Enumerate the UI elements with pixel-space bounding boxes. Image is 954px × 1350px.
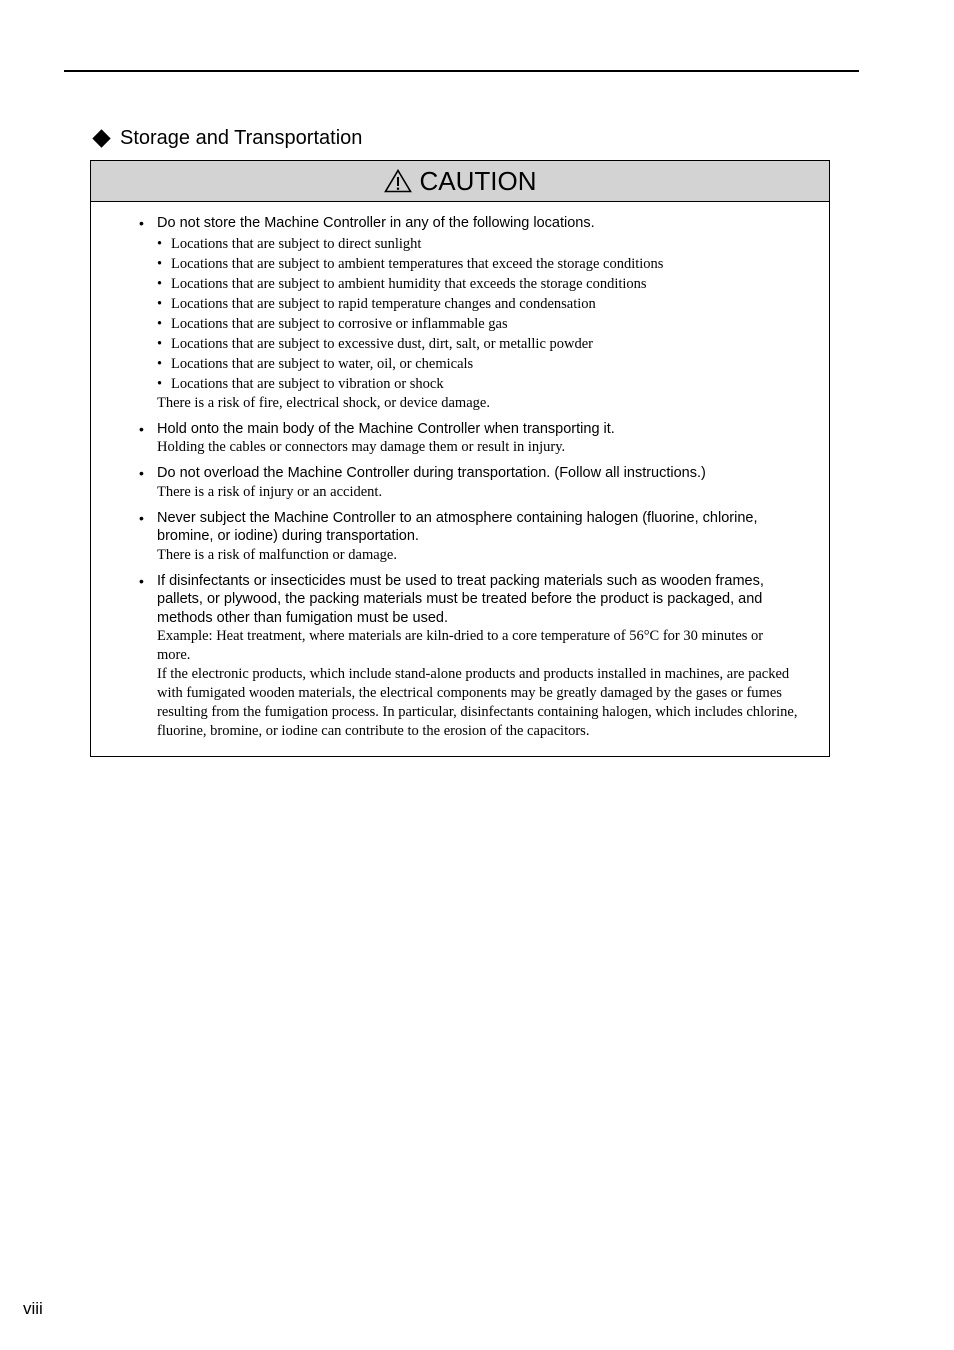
section-title: Storage and Transportation [120,127,363,149]
caution-list [91,202,829,741]
caution-item-title: Do not store the Machine Controller in any of the following locations. [157,215,595,231]
caution-item-title: Hold onto the main body of the Machine Controller when transporting it. [157,420,615,437]
caution-item-note: There is a risk of injury or an accident. [157,483,383,500]
bullet-icon: • [139,572,144,589]
caution-label: CAUTION [419,165,537,196]
page-number: viii [23,1299,43,1318]
caution-item-title: Do not overload the Machine Controller during transportation. (Follow all instructions.) [157,465,706,481]
caution-item-note: Example: Heat treatment, where materials are kiln-dried to a core temperature of 56°C for 30 minutes or more. [157,628,764,663]
bullet-icon: • [139,509,144,526]
bullet-icon: • [139,420,144,437]
location-list [157,234,799,394]
caution-box [90,160,830,757]
caution-item-title: Never subject the Machine Controller to an atmosphere containing halogen (fluorine, chlorine, bromine, or iodine) during transportation. [157,509,758,544]
caution-item [139,214,799,413]
location-list-item: • Locations that are subject to water, oil, or chemicals [157,354,799,374]
caution-item-note: Holding the cables or connectors may damage them or result in injury. [157,439,566,455]
section-heading [92,125,362,151]
bullet-icon: • [139,465,144,481]
caution-item-note: If the electronic products, which include stand-alone products and products installed in machines, are packed with fumigated wooden materials, the electrical components may be greatly damaged by the gases or fumes resulting from the fumigation process. In particular, disinfectants containing halogen, which includes chlorine, fluorine, bromine, or iodine can contribute to the erosion of the capacitors. [157,666,798,739]
caution-header [91,161,829,202]
caution-item-note: There is a risk of malfunction or damage. [157,546,397,563]
caution-item [139,420,799,458]
header-rule [64,70,859,72]
warning-triangle-icon [384,169,412,193]
location-list-item: • Locations that are subject to vibration or shock [157,374,799,394]
caution-item [139,464,799,502]
caution-item [139,509,799,565]
location-list-item: • Locations that are subject to direct sunlight [157,234,799,254]
caution-item-note: There is a risk of fire, electrical shock, or device damage. [157,394,490,411]
bullet-icon: • [139,215,144,231]
location-list-item: • Locations that are subject to ambient humidity that exceeds the storage conditions [157,274,799,294]
caution-item [139,572,799,742]
diamond-bullet-icon [92,129,110,147]
location-list-item: • Locations that are subject to excessive dust, dirt, salt, or metallic powder [157,334,799,354]
caution-item-title: If disinfectants or insecticides must be used to treat packing materials such as wooden frames, pallets, or plywood, the packing materials must be treated before the product is packaged, and methods other than fumigation must be used. [157,572,764,626]
location-list-item: • Locations that are subject to rapid temperature changes and condensation [157,294,799,314]
location-list-item: • Locations that are subject to ambient temperatures that exceed the storage conditions [157,254,799,274]
location-list-item: • Locations that are subject to corrosive or inflammable gas [157,314,799,334]
